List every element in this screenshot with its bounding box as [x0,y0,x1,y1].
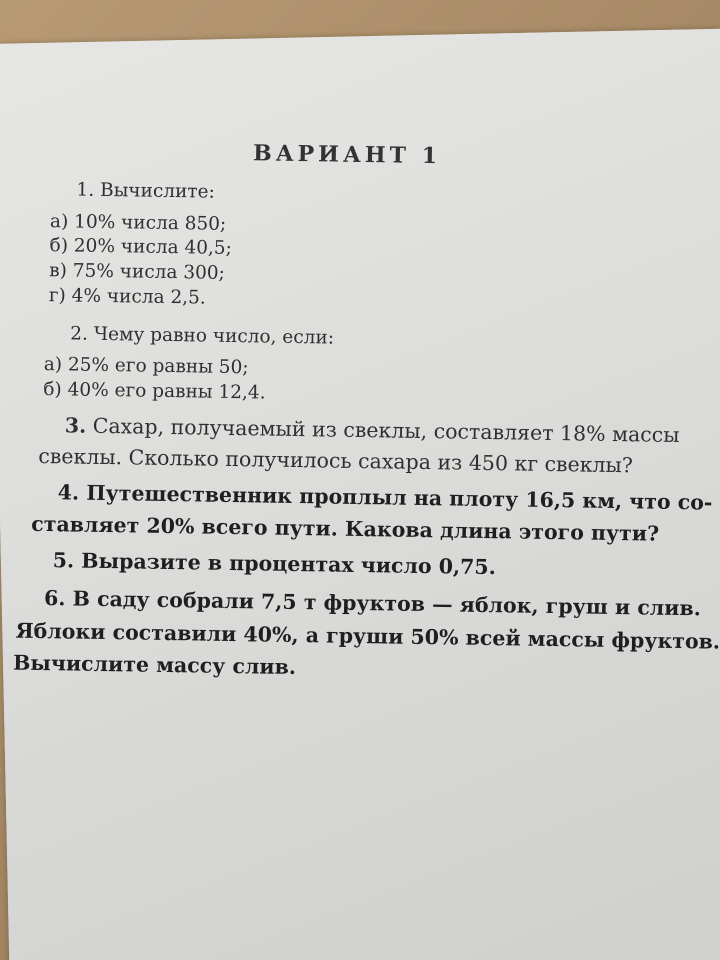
task-4-number: 4. [57,480,80,505]
task-6-line-3: Вычислите массу слив. [12,650,297,680]
task-1-text: Вычислите: [99,179,215,203]
task-3-line-2: свеклы. Сколько получилось сахара из 450 кг свеклы? [38,443,634,478]
task-2-item-b: б) 40% его равны 12,4. [43,379,266,404]
task-1-item-a: а) 10% числа 850; [49,211,227,235]
task-5-number: 5. [52,548,75,573]
task-5-text-1: Выразите в процентах число 0,75. [81,548,497,580]
task-2-heading [70,323,334,348]
task-3-number: 3. [64,413,87,438]
task-5-line-1 [53,548,496,579]
task-6-line-2: Яблоки составили 40%, а груши 50% всей массы фруктов. [15,618,720,654]
task-1-number: 1. [76,179,95,201]
task-1-item-d: г) 4% числа 2,5. [48,285,206,309]
task-3-text-1: Сахар, получаемый из свеклы, составляет 18% массы [92,413,680,448]
task-1-item-c: в) 75% числа 300; [49,260,226,284]
task-2-number: 2. [70,323,89,345]
task-6-line-1 [44,586,701,620]
task-4-line-2: ставляет 20% всего пути. Какова длина этого пути? [31,511,660,546]
task-3-line-1 [65,413,680,447]
task-1-heading [76,180,215,203]
task-2-text: Чему равно число, если: [93,323,335,349]
task-1-item-b: б) 20% числа 40,5; [49,235,233,259]
task-4-line-1 [58,480,713,514]
task-6-number: 6. [43,586,66,611]
variant-title: ВАРИАНТ 1 [252,140,442,170]
task-4-text-1: Путешественник проплыл на плоту 16,5 км, что со- [86,480,713,515]
task-2-item-a: а) 25% его равны 50; [43,354,249,379]
task-6-text-1: В саду собрали 7,5 т фруктов — яблок, груш и слив. [72,586,702,621]
